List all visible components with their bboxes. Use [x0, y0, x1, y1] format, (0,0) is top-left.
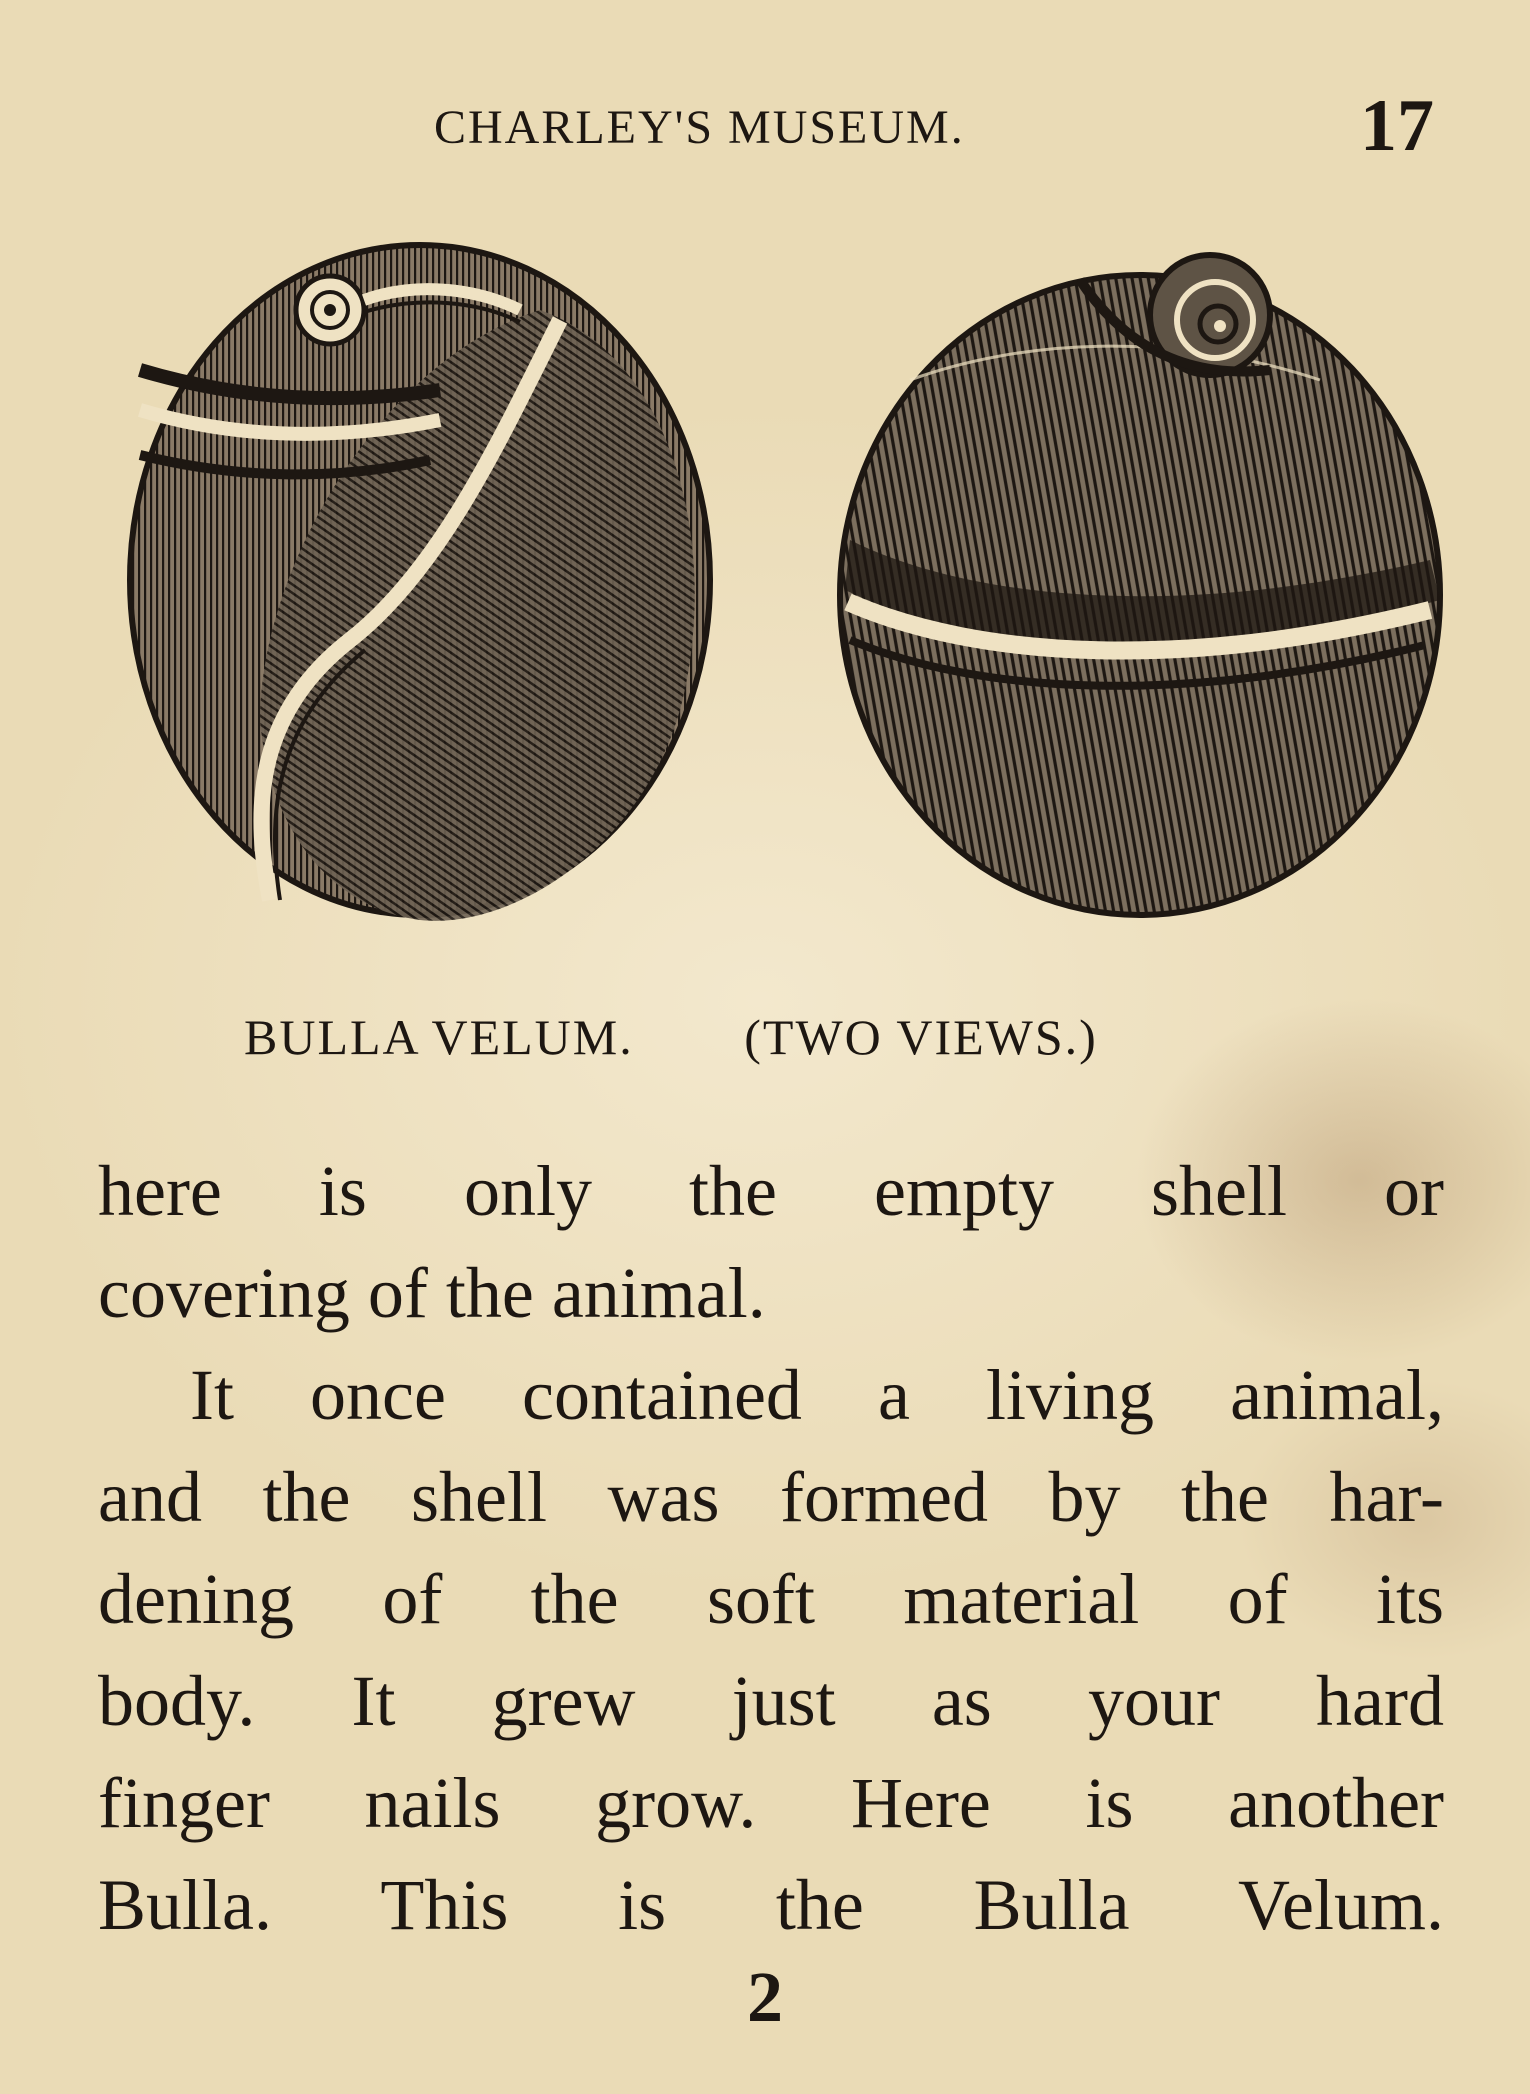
text-line: It once contained a living animal, — [190, 1355, 1444, 1435]
text-line: finger nails grow. Here is another — [98, 1763, 1444, 1843]
text-line: covering of the animal. — [98, 1253, 766, 1333]
left-shell-view — [130, 245, 710, 921]
text-line: body. It grew just as your hard — [98, 1661, 1444, 1741]
page-number: 17 — [1360, 85, 1434, 167]
figure-caption — [244, 1008, 1344, 1088]
running-title: CHARLEY'S MUSEUM. — [434, 101, 965, 154]
text-line: dening of the soft material of its — [98, 1559, 1444, 1639]
caption-species-name: BULLA VELUM. — [244, 1009, 634, 1065]
shell-illustration — [120, 240, 1460, 940]
signature-mark: 2 — [747, 1957, 783, 2037]
right-shell-view — [840, 255, 1440, 915]
body-text — [98, 1140, 1444, 1956]
text-line: Bulla. This is the Bulla Velum. — [98, 1865, 1444, 1945]
caption-views-note: (TWO VIEWS.) — [744, 1009, 1098, 1065]
shell-engraving — [120, 240, 1460, 940]
text-line: and the shell was formed by the har- — [98, 1457, 1444, 1537]
running-head — [0, 85, 1530, 167]
text-line: here is only the empty shell or — [98, 1151, 1444, 1231]
